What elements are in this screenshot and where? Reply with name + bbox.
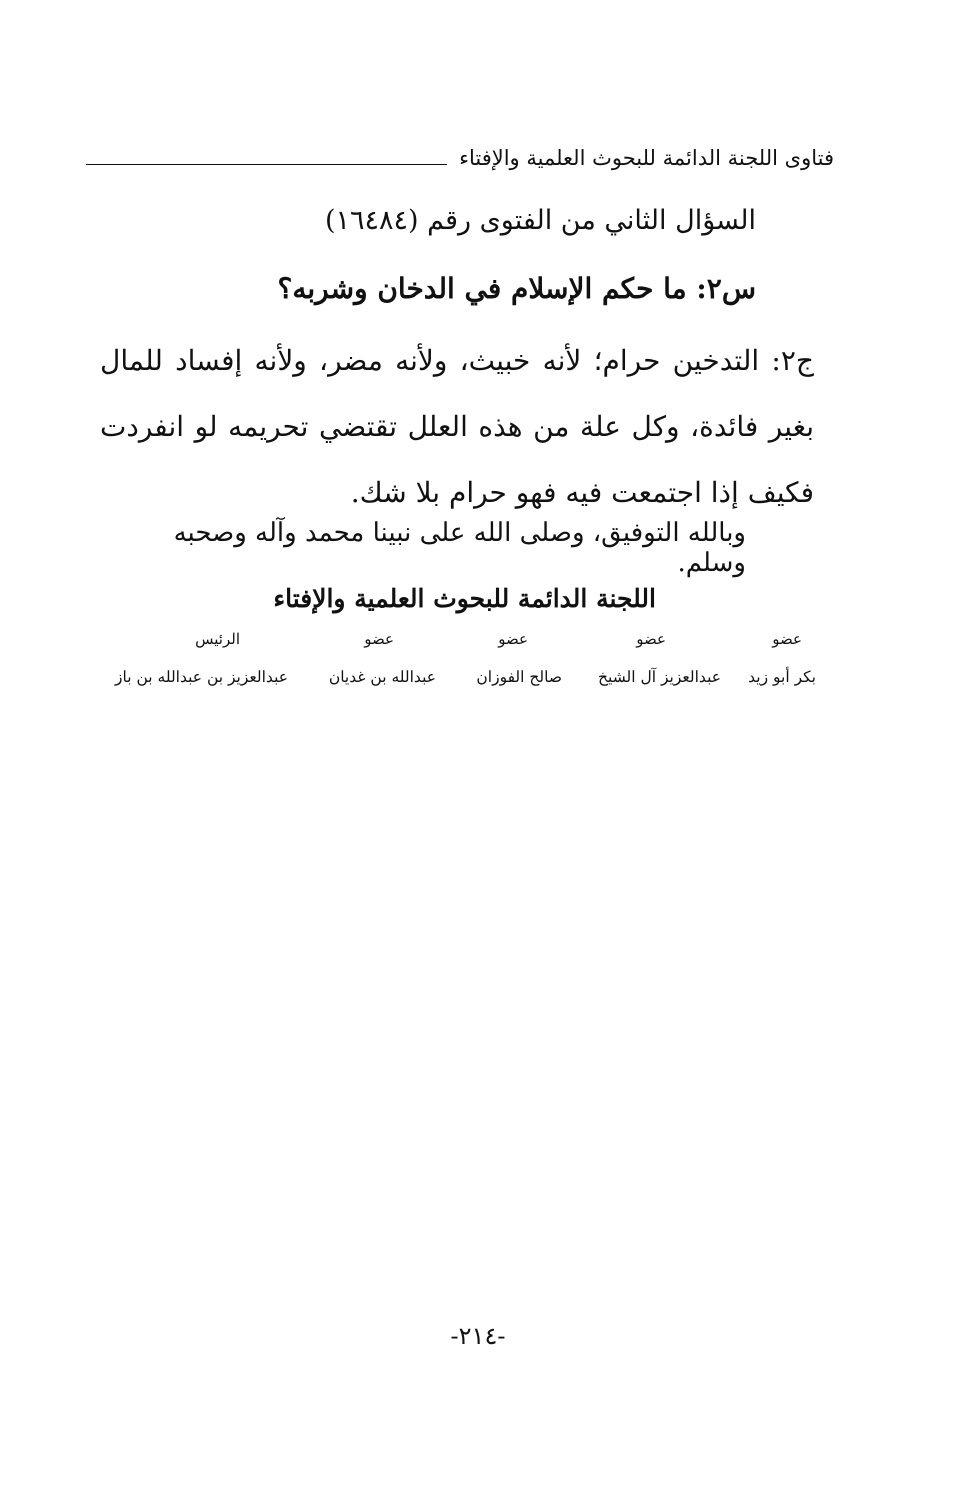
answer-text: ج٢: التدخين حرام؛ لأنه خبيث، ولأنه مضر، ولأنه إفساد للمال بغير فائدة، وكل علة من هذه العلل تقتضي تحريمه لو انفردت فكيف إذا اجتمعت فيه فهو حرام بلا شك. [100,344,814,509]
signatory-role: عضو [772,630,802,648]
running-header [86,138,834,178]
header-rule [86,164,447,165]
signatory-names [110,668,816,694]
signatory-name: صالح الفوزان [476,668,562,686]
signatory-name: بكر أبو زيد [748,668,816,686]
question-title: السؤال الثاني من الفتوى رقم (١٦٤٨٤) [324,205,756,236]
closing-text: وبالله التوفيق، وصلى الله على نبينا محمد وآله وصحبه وسلم. [173,518,746,578]
signatory-role: عضو [498,630,528,648]
question-text: س٢: ما حكم الإسلام في الدخان وشربه؟ [277,272,756,305]
signatory-role: عضو [364,630,394,648]
committee-name: اللجنة الدائمة للبحوث العلمية والإفتاء [273,584,656,613]
page-number: -٢١٤- [450,1322,506,1350]
signatory-name: عبدالله بن غديان [328,668,436,686]
signatory-role: عضو [636,630,666,648]
signatory-name: عبدالعزيز بن عبدالله بن باز [115,668,288,686]
signatory-name: عبدالعزيز آل الشيخ [598,668,721,686]
signatory-roles [110,630,816,654]
running-title: فتاوى اللجنة الدائمة للبحوث العلمية والإفتاء [459,146,834,170]
signatory-role: الرئيس [195,630,240,648]
